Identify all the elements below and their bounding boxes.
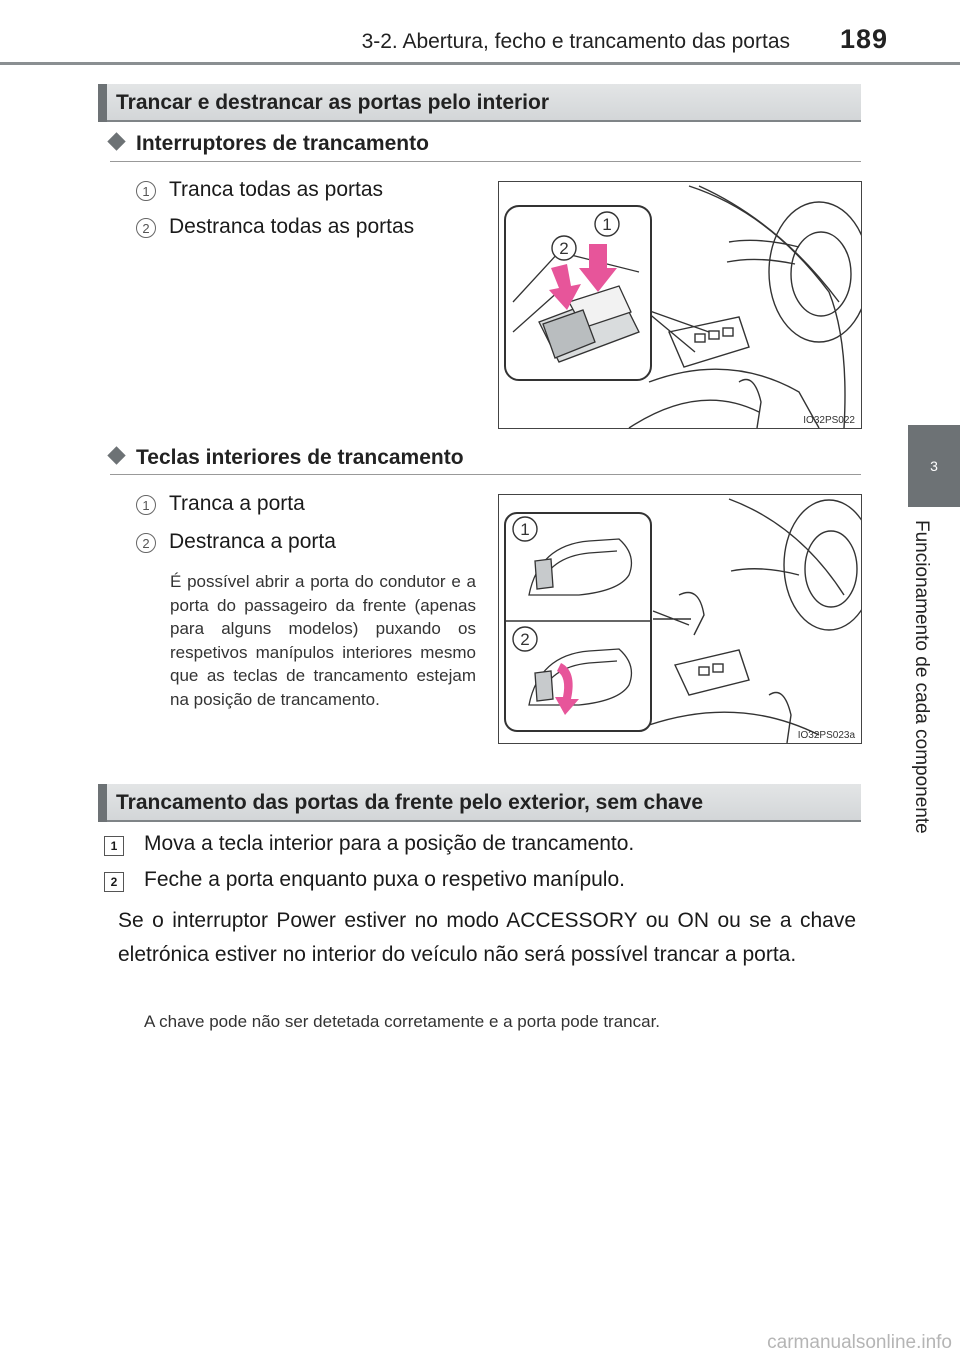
watermark: carmanualsonline.info (767, 1332, 952, 1353)
chapter-title: Funcionamento de cada componente (911, 520, 932, 834)
chapter-number: 3 (930, 458, 938, 474)
callout-2: 2 (559, 239, 569, 258)
callout-1: 1 (520, 520, 530, 539)
section-stripe (98, 84, 107, 122)
subsection-heading-text: Interruptores de trancamento (136, 132, 429, 155)
step-number-box: 2 (104, 872, 124, 892)
page-number: 189 (839, 24, 888, 54)
section-title: Trancamento das portas da frente pelo exterior, sem chave (116, 791, 704, 814)
chapter-tab (908, 425, 960, 507)
figure-interior-lock-buttons-drawing (499, 495, 861, 743)
section-title: Trancar e destrancar as portas pelo interior (116, 91, 550, 114)
header-rule (0, 62, 960, 65)
diamond-bullet-icon (107, 132, 125, 150)
item-number-circle: 1 (136, 495, 156, 515)
section-stripe (98, 784, 107, 822)
step-text: Feche a porta enquanto puxa o respetivo manípulo. (144, 868, 625, 891)
item-text: Tranca todas as portas (169, 178, 383, 201)
subsection-heading (110, 132, 429, 156)
item-number-circle: 1 (136, 181, 156, 201)
step-number-box: 1 (104, 836, 124, 856)
running-head: 3-2. Abertura, fecho e trancamento das portas (361, 30, 790, 53)
step-text: Mova a tecla interior para a posição de trancamento. (144, 832, 635, 855)
note-text: É possível abrir a porta do condutor e a porta do passageiro da frente (apenas para alguns modelos) puxando os respetivos manípulos interiores mesmo que as teclas de trancamento estejam na posição de trancamento. (170, 572, 476, 709)
subsection-rule (110, 474, 861, 475)
item-text: Destranca a porta (169, 530, 336, 553)
figure-lock-switches (498, 181, 862, 429)
figure-code: IO32PS023a (797, 730, 855, 741)
figure-lock-switches-drawing (499, 182, 861, 428)
subsection-rule (110, 161, 861, 162)
item-number-circle: 2 (136, 533, 156, 553)
item-text: Tranca a porta (169, 492, 305, 515)
figure-code: IO32PS022 (803, 415, 855, 426)
item-number-circle: 2 (136, 218, 156, 238)
item-text: Destranca todas as portas (169, 215, 415, 238)
callout-2: 2 (520, 630, 530, 649)
figure-interior-lock-buttons (498, 494, 862, 744)
section-header (98, 784, 861, 822)
subsection-heading (110, 446, 464, 470)
small-note: A chave pode não ser detetada corretamente e a porta pode trancar. (144, 1012, 661, 1031)
section-header (98, 84, 861, 122)
diamond-bullet-icon (107, 446, 125, 464)
callout-1: 1 (602, 215, 612, 234)
subsection-heading-text: Teclas interiores de trancamento (136, 446, 464, 469)
body-paragraph: Se o interruptor Power estiver no modo ACCESSORY ou ON ou se a chave eletrónica estiver no interior do veículo não será possível trancar a porta. (118, 909, 856, 966)
